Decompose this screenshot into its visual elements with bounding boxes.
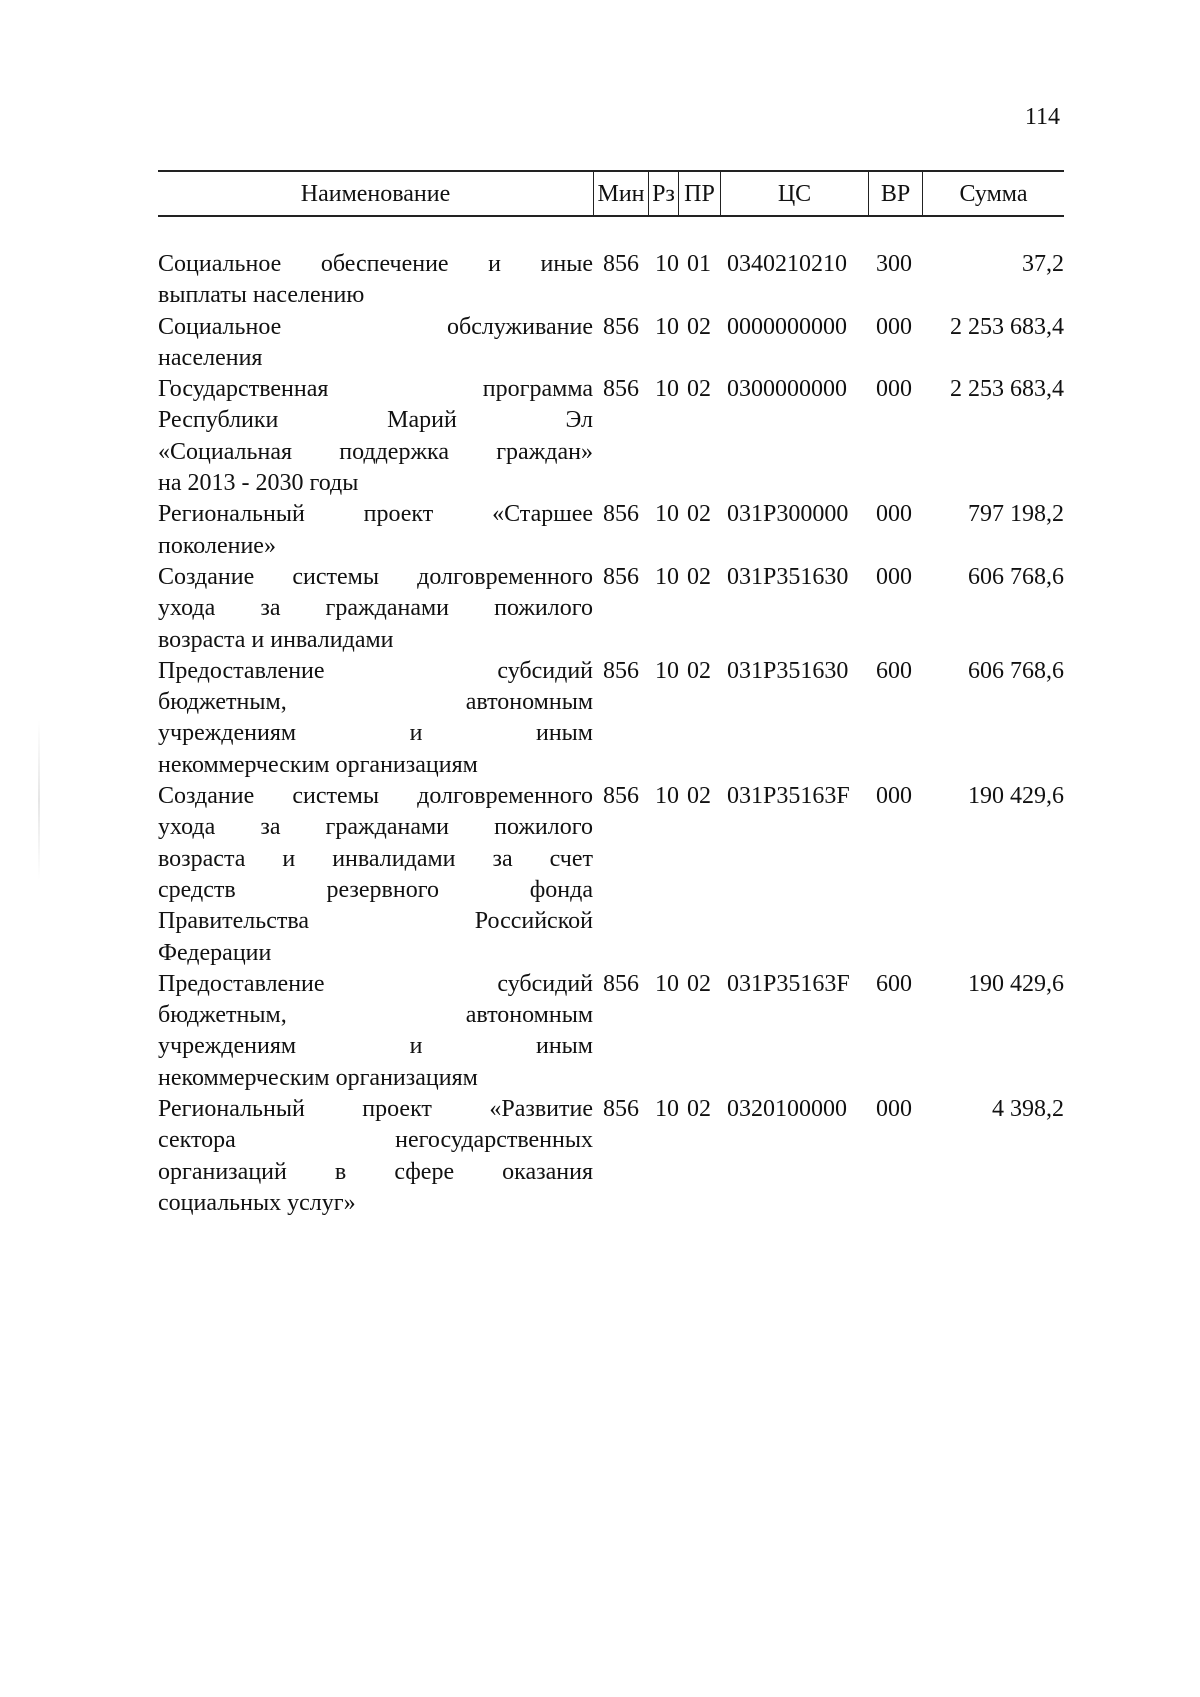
cell-sum: 2 253 683,4 xyxy=(950,313,1064,340)
row-name xyxy=(158,656,593,781)
row-name xyxy=(158,312,593,375)
cell-pr: 02 xyxy=(687,563,711,590)
cell-sum: 4 398,2 xyxy=(992,1096,1064,1123)
cell-cs: 031P35163F xyxy=(727,970,850,997)
cell-sum: 37,2 xyxy=(1022,251,1064,277)
cell-vr: 000 xyxy=(876,783,912,810)
cell-cs: 0340210210 xyxy=(727,251,847,277)
row-name-line: «Социальная поддержка граждан» xyxy=(158,438,593,465)
cell-cs: 031P35163F xyxy=(727,783,850,810)
row-name-line: выплаты населению xyxy=(158,282,365,309)
row-name-line: Государственная программа xyxy=(158,376,593,403)
cell-vr: 600 xyxy=(876,657,912,684)
row-name-line: Федерации xyxy=(158,939,272,966)
row-name-line: ухода за гражданами пожилого xyxy=(158,595,593,622)
header-rz: Рз xyxy=(649,172,679,215)
cell-min: 856 xyxy=(603,1096,639,1123)
cell-pr: 02 xyxy=(687,313,711,340)
scan-artifact xyxy=(38,720,40,880)
header-cs: ЦС xyxy=(721,172,869,215)
cell-vr: 000 xyxy=(876,1096,912,1123)
table-row xyxy=(158,781,1064,969)
row-name-line: Социальное обеспечение и иные xyxy=(158,251,593,277)
row-name-line: ухода за гражданами пожилого xyxy=(158,814,593,841)
row-name xyxy=(158,1094,593,1219)
cell-rz: 10 xyxy=(655,313,679,340)
cell-min: 856 xyxy=(603,313,639,340)
row-name-line: возраста и инвалидами за счет xyxy=(158,845,593,872)
cell-rz: 10 xyxy=(655,657,679,684)
cell-rz: 10 xyxy=(655,783,679,810)
cell-min: 856 xyxy=(603,657,639,684)
cell-cs: 031P351630 xyxy=(727,657,849,684)
table-row xyxy=(158,1094,1064,1219)
cell-rz: 10 xyxy=(655,251,679,277)
row-name-line: населения xyxy=(158,344,263,371)
row-name-line: организаций в сфере оказания xyxy=(158,1158,593,1185)
row-name-line: сектора негосударственных xyxy=(158,1127,593,1154)
cell-sum: 797 198,2 xyxy=(968,501,1064,528)
cell-sum: 606 768,6 xyxy=(968,563,1064,590)
row-name-line: средств резервного фонда xyxy=(158,876,593,903)
cell-rz: 10 xyxy=(655,1096,679,1123)
row-name-line: Региональный проект «Развитие xyxy=(158,1096,593,1123)
cell-min: 856 xyxy=(603,970,639,997)
row-name-line: социальных услуг» xyxy=(158,1189,356,1216)
page-number: 114 xyxy=(1024,104,1060,130)
table-row xyxy=(158,656,1064,781)
table-header xyxy=(158,170,1064,217)
cell-sum: 190 429,6 xyxy=(968,970,1064,997)
row-name-line: учреждениям и иным xyxy=(158,720,593,747)
cell-vr: 000 xyxy=(876,313,912,340)
cell-vr: 600 xyxy=(876,970,912,997)
cell-pr: 02 xyxy=(687,501,711,528)
cell-pr: 02 xyxy=(687,970,711,997)
cell-sum: 606 768,6 xyxy=(968,657,1064,684)
cell-pr: 01 xyxy=(687,251,711,277)
row-name xyxy=(158,969,593,1094)
header-vr: ВР xyxy=(869,172,923,215)
cell-sum: 190 429,6 xyxy=(968,783,1064,810)
row-name-line: Социальное обслуживание xyxy=(158,313,593,340)
cell-min: 856 xyxy=(603,563,639,590)
row-name-line: Региональный проект «Старшее xyxy=(158,501,593,528)
row-name-line: Предоставление субсидий xyxy=(158,657,593,684)
header-min: Мин xyxy=(594,172,649,215)
row-name-line: возраста и инвалидами xyxy=(158,626,394,653)
cell-pr: 02 xyxy=(687,376,711,403)
row-name-line: бюджетным, автономным xyxy=(158,689,593,716)
row-name-line: Республики Марий Эл xyxy=(158,407,593,434)
row-name xyxy=(158,374,593,499)
cell-vr: 300 xyxy=(876,251,912,277)
table-row xyxy=(158,249,1064,312)
cell-cs: 0000000000 xyxy=(727,313,847,340)
row-name-line: Создание системы долговременного xyxy=(158,783,593,810)
row-name xyxy=(158,781,593,969)
cell-vr: 000 xyxy=(876,563,912,590)
table-row xyxy=(158,562,1064,656)
cell-min: 856 xyxy=(603,251,639,277)
cell-rz: 10 xyxy=(655,501,679,528)
cell-vr: 000 xyxy=(876,376,912,403)
cell-vr: 000 xyxy=(876,501,912,528)
cell-sum: 2 253 683,4 xyxy=(950,376,1064,403)
cell-rz: 10 xyxy=(655,970,679,997)
cell-min: 856 xyxy=(603,501,639,528)
cell-rz: 10 xyxy=(655,376,679,403)
table-body xyxy=(158,249,1064,1219)
cell-pr: 02 xyxy=(687,657,711,684)
row-name xyxy=(158,249,593,312)
header-sum: Сумма xyxy=(959,181,1028,207)
header-name: Наименование xyxy=(158,172,594,215)
row-name-line: бюджетным, автономным xyxy=(158,1002,593,1029)
table-row xyxy=(158,312,1064,375)
row-name-line: некоммерческим организациям xyxy=(158,751,478,778)
cell-cs: 0320100000 xyxy=(727,1096,847,1123)
row-name-line: Предоставление субсидий xyxy=(158,970,593,997)
row-name xyxy=(158,499,593,562)
table-row xyxy=(158,374,1064,499)
row-name-line: Правительства Российской xyxy=(158,908,593,935)
cell-min: 856 xyxy=(603,376,639,403)
cell-rz: 10 xyxy=(655,563,679,590)
row-name-line: Создание системы долговременного xyxy=(158,563,593,590)
cell-cs: 031P300000 xyxy=(727,501,849,528)
row-name-line: некоммерческим организациям xyxy=(158,1064,478,1091)
table-row xyxy=(158,499,1064,562)
row-name xyxy=(158,562,593,656)
row-name-line: на 2013 - 2030 годы xyxy=(158,470,359,497)
cell-cs: 0300000000 xyxy=(727,376,847,403)
cell-pr: 02 xyxy=(687,783,711,810)
row-name-line: учреждениям и иным xyxy=(158,1033,593,1060)
table-row xyxy=(158,969,1064,1094)
cell-pr: 02 xyxy=(687,1096,711,1123)
header-pr: ПР xyxy=(679,172,721,215)
cell-min: 856 xyxy=(603,783,639,810)
row-name-line: поколение» xyxy=(158,532,276,559)
cell-cs: 031P351630 xyxy=(727,563,849,590)
